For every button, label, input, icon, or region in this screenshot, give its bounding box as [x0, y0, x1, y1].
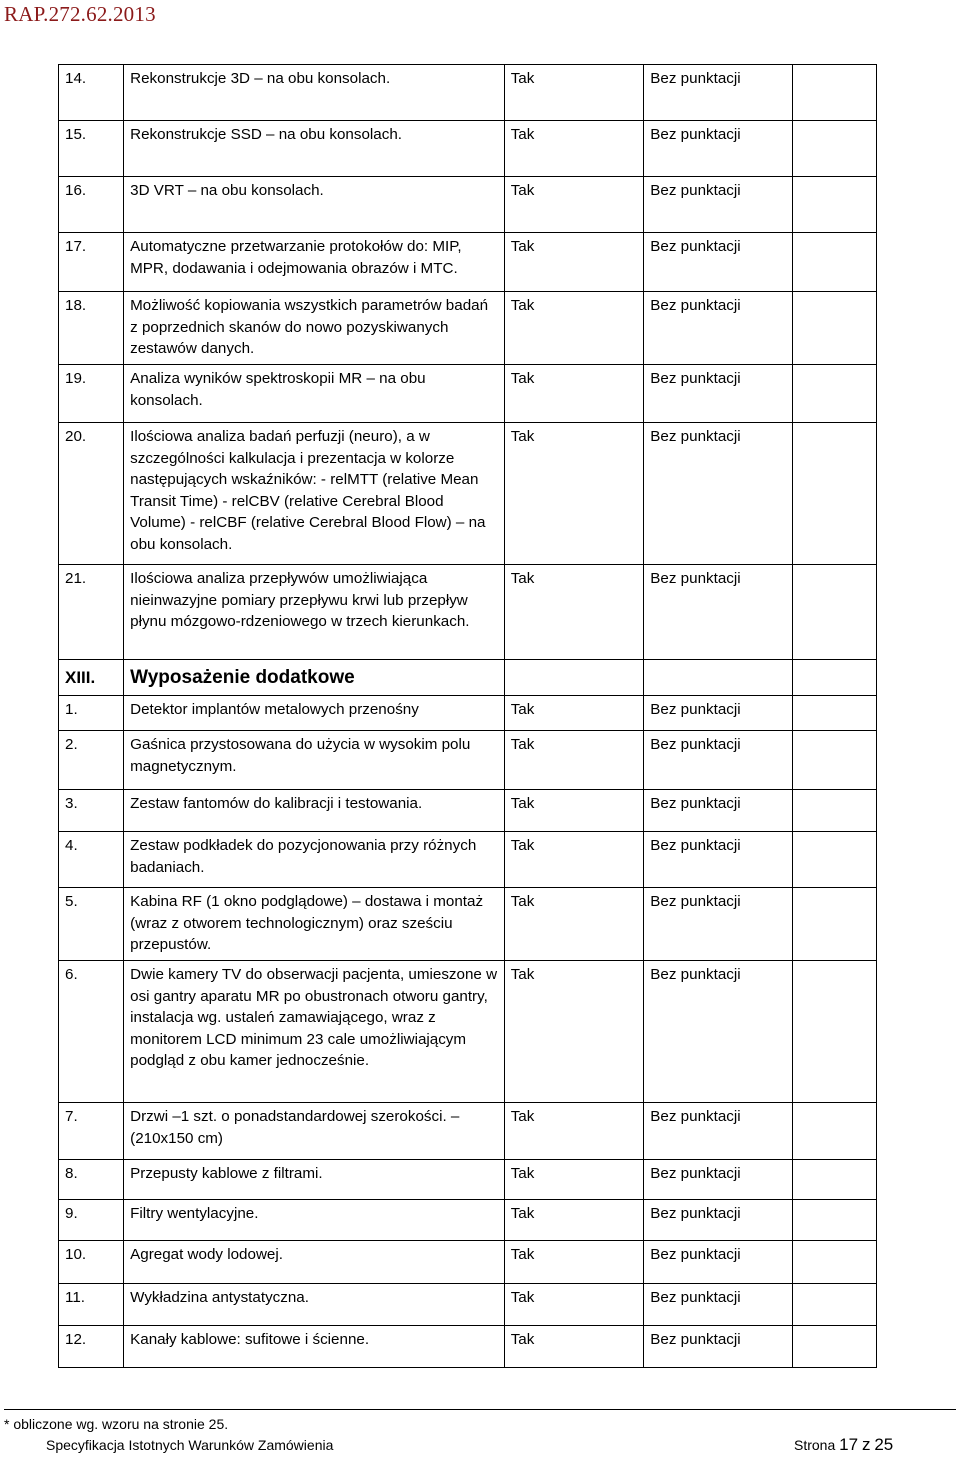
row-value: Tak — [504, 423, 644, 565]
row-extra — [793, 423, 877, 565]
table-row — [59, 365, 877, 423]
row-description: Przepusty kablowe z filtrami. — [124, 1160, 505, 1200]
row-number: XIII. — [59, 660, 124, 696]
row-scoring: Bez punktacji — [644, 65, 793, 121]
row-value: Tak — [504, 292, 644, 365]
table-row — [59, 423, 877, 565]
row-extra — [793, 121, 877, 177]
row-description: Automatyczne przetwarzanie protokołów do: MIP, MPR, dodawania i odejmowania obrazów i MTC. — [124, 233, 505, 292]
row-value: Tak — [504, 961, 644, 1103]
row-extra — [793, 1284, 877, 1326]
page-prefix: Strona — [794, 1437, 836, 1453]
row-value: Tak — [504, 65, 644, 121]
row-number: 7. — [59, 1103, 124, 1160]
row-scoring: Bez punktacji — [644, 292, 793, 365]
table-row — [59, 1284, 877, 1326]
row-extra — [793, 1200, 877, 1241]
table-row — [59, 1241, 877, 1284]
row-extra — [793, 731, 877, 790]
row-number: 11. — [59, 1284, 124, 1326]
row-value: Tak — [504, 888, 644, 961]
row-number: 8. — [59, 1160, 124, 1200]
row-extra — [793, 961, 877, 1103]
row-extra — [793, 790, 877, 832]
row-value: Tak — [504, 1284, 644, 1326]
row-value: Tak — [504, 565, 644, 660]
table-row — [59, 292, 877, 365]
row-description: Zestaw podkładek do pozycjonowania przy różnych badaniach. — [124, 832, 505, 888]
row-scoring: Bez punktacji — [644, 790, 793, 832]
row-scoring: Bez punktacji — [644, 832, 793, 888]
footnote: * obliczone wg. wzoru na stronie 25. — [4, 1416, 229, 1432]
row-scoring: Bez punktacji — [644, 233, 793, 292]
table-row — [59, 696, 877, 731]
row-value: Tak — [504, 1160, 644, 1200]
row-number: 15. — [59, 121, 124, 177]
specification-table — [58, 64, 877, 1368]
row-scoring: Bez punktacji — [644, 1326, 793, 1368]
row-value: Tak — [504, 832, 644, 888]
table-row — [59, 121, 877, 177]
footer-title: Specyfikacja Istotnych Warunków Zamówienia — [46, 1437, 334, 1453]
row-value: Tak — [504, 233, 644, 292]
row-number: 4. — [59, 832, 124, 888]
table-row — [59, 731, 877, 790]
specification-table-body — [59, 65, 877, 1368]
row-description: Filtry wentylacyjne. — [124, 1200, 505, 1241]
row-number: 21. — [59, 565, 124, 660]
page-current: 17 — [839, 1435, 859, 1454]
row-number: 6. — [59, 961, 124, 1103]
table-row — [59, 790, 877, 832]
row-number: 3. — [59, 790, 124, 832]
page-number — [794, 1435, 893, 1455]
row-value: Tak — [504, 1241, 644, 1284]
row-number: 18. — [59, 292, 124, 365]
row-number: 14. — [59, 65, 124, 121]
row-number: 19. — [59, 365, 124, 423]
row-scoring: Bez punktacji — [644, 177, 793, 233]
row-description: Wykładzina antystatyczna. — [124, 1284, 505, 1326]
row-extra — [793, 696, 877, 731]
table-row — [59, 832, 877, 888]
row-scoring: Bez punktacji — [644, 423, 793, 565]
row-description: Drzwi –1 szt. o ponadstandardowej szerokości. – (210x150 cm) — [124, 1103, 505, 1160]
row-value: Tak — [504, 1200, 644, 1241]
row-description: Kabina RF (1 okno podglądowe) – dostawa i montaż (wraz z otworem technologicznym) oraz sześciu przepustów. — [124, 888, 505, 961]
table-row — [59, 961, 877, 1103]
row-extra — [793, 1103, 877, 1160]
row-value — [504, 660, 644, 696]
row-scoring: Bez punktacji — [644, 1160, 793, 1200]
row-description: Rekonstrukcje SSD – na obu konsolach. — [124, 121, 505, 177]
row-number: 5. — [59, 888, 124, 961]
table-row — [59, 65, 877, 121]
row-value: Tak — [504, 731, 644, 790]
row-description: Agregat wody lodowej. — [124, 1241, 505, 1284]
row-scoring: Bez punktacji — [644, 565, 793, 660]
row-number: 16. — [59, 177, 124, 233]
section-header-row — [59, 660, 877, 696]
row-scoring: Bez punktacji — [644, 961, 793, 1103]
row-extra — [793, 1241, 877, 1284]
row-scoring: Bez punktacji — [644, 888, 793, 961]
row-scoring: Bez punktacji — [644, 731, 793, 790]
document-code: RAP.272.62.2013 — [4, 2, 156, 26]
row-number: 2. — [59, 731, 124, 790]
row-description: Ilościowa analiza przepływów umożliwiająca nieinwazyjne pomiary przepływu krwi lub przepływ płynu mózgowo-rdzeniowego w trzech kierunkach. — [124, 565, 505, 660]
page-separator: z — [861, 1435, 871, 1454]
row-number: 17. — [59, 233, 124, 292]
row-number: 12. — [59, 1326, 124, 1368]
page-total: 25 — [874, 1435, 894, 1454]
row-number: 10. — [59, 1241, 124, 1284]
row-extra — [793, 65, 877, 121]
row-number: 20. — [59, 423, 124, 565]
row-value: Tak — [504, 177, 644, 233]
row-extra — [793, 832, 877, 888]
row-description: Ilościowa analiza badań perfuzji (neuro), a w szczególności kalkulacja i prezentacja w kolorze następujących wskaźników: - relMTT (relative Mean Transit Time) - relCBV (relative Cerebral Blood Volume) - relCBF (relative Cerebral Blood Flow) – na obu konsolach. — [124, 423, 505, 565]
row-description: Detektor implantów metalowych przenośny — [124, 696, 505, 731]
row-extra — [793, 177, 877, 233]
table-row — [59, 233, 877, 292]
row-description: 3D VRT – na obu konsolach. — [124, 177, 505, 233]
row-scoring: Bez punktacji — [644, 121, 793, 177]
table-row — [59, 1103, 877, 1160]
row-extra — [793, 233, 877, 292]
row-number: 1. — [59, 696, 124, 731]
table-row — [59, 1160, 877, 1200]
table-row — [59, 1326, 877, 1368]
row-scoring: Bez punktacji — [644, 365, 793, 423]
row-value: Tak — [504, 1326, 644, 1368]
row-value: Tak — [504, 790, 644, 832]
row-number: 9. — [59, 1200, 124, 1241]
row-description: Kanały kablowe: sufitowe i ścienne. — [124, 1326, 505, 1368]
row-description: Wyposażenie dodatkowe — [124, 660, 505, 696]
table-row — [59, 888, 877, 961]
row-scoring: Bez punktacji — [644, 1103, 793, 1160]
row-scoring: Bez punktacji — [644, 1284, 793, 1326]
table-row — [59, 177, 877, 233]
row-scoring: Bez punktacji — [644, 1241, 793, 1284]
row-value: Tak — [504, 121, 644, 177]
row-description: Gaśnica przystosowana do użycia w wysokim polu magnetycznym. — [124, 731, 505, 790]
row-description: Zestaw fantomów do kalibracji i testowania. — [124, 790, 505, 832]
row-description: Rekonstrukcje 3D – na obu konsolach. — [124, 65, 505, 121]
row-extra — [793, 660, 877, 696]
row-extra — [793, 565, 877, 660]
table-row — [59, 1200, 877, 1241]
row-extra — [793, 292, 877, 365]
row-extra — [793, 365, 877, 423]
row-description: Dwie kamery TV do obserwacji pacjenta, umieszone w osi gantry aparatu MR po obustronach otworu gantry, instalacja wg. ustaleń zamawiającego, wraz z monitorem LCD minimum 23 cale umożliwiającym podgląd z obu kamer jednocześnie. — [124, 961, 505, 1103]
row-description: Analiza wyników spektroskopii MR – na obu konsolach. — [124, 365, 505, 423]
row-extra — [793, 1160, 877, 1200]
row-scoring: Bez punktacji — [644, 1200, 793, 1241]
row-extra — [793, 888, 877, 961]
row-value: Tak — [504, 1103, 644, 1160]
row-extra — [793, 1326, 877, 1368]
row-scoring — [644, 660, 793, 696]
row-value: Tak — [504, 696, 644, 731]
table-row — [59, 565, 877, 660]
row-value: Tak — [504, 365, 644, 423]
row-scoring: Bez punktacji — [644, 696, 793, 731]
footer-divider — [4, 1409, 956, 1410]
row-description: Możliwość kopiowania wszystkich parametrów badań z poprzednich skanów do nowo pozyskiwanych zestawów danych. — [124, 292, 505, 365]
